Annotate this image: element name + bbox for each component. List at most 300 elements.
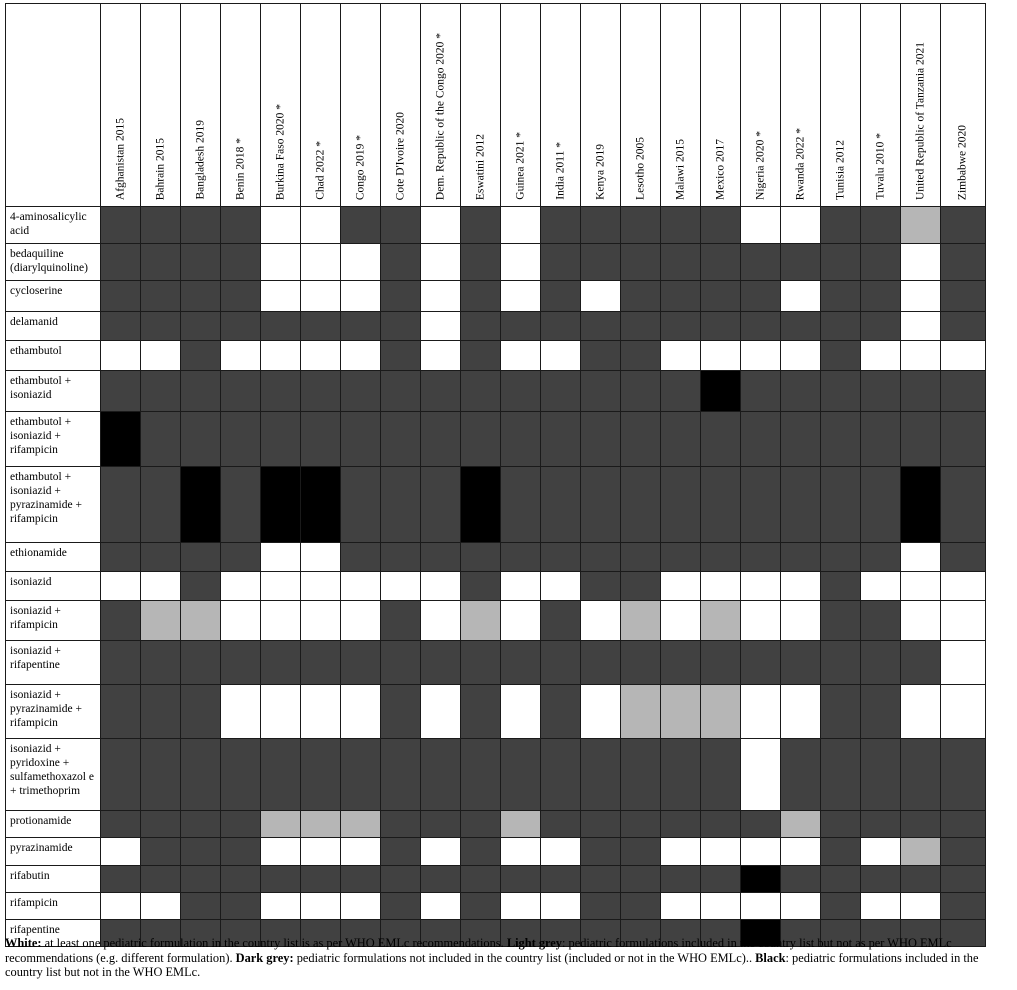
status-cell — [741, 838, 781, 866]
legend-black-text: : pediatric formulations included in the country list but not in the WHO EMLc. — [5, 950, 979, 979]
country-label: Eswatini 2012 — [473, 133, 486, 200]
status-cell — [381, 244, 421, 281]
status-cell — [421, 281, 461, 312]
status-cell — [261, 641, 301, 685]
status-cell — [261, 244, 301, 281]
table-row — [6, 412, 986, 467]
status-cell — [101, 641, 141, 685]
status-cell — [741, 412, 781, 467]
status-cell — [541, 641, 581, 685]
status-cell — [861, 811, 901, 838]
status-cell — [541, 739, 581, 811]
status-cell — [341, 281, 381, 312]
status-cell — [701, 641, 741, 685]
status-cell — [381, 371, 421, 412]
status-cell — [581, 838, 621, 866]
status-cell — [661, 739, 701, 811]
status-cell — [221, 543, 261, 572]
status-cell — [181, 207, 221, 244]
status-cell — [781, 412, 821, 467]
status-cell — [221, 312, 261, 341]
status-cell — [661, 811, 701, 838]
status-cell — [661, 244, 701, 281]
status-cell — [821, 341, 861, 371]
status-cell — [301, 312, 341, 341]
status-cell — [181, 543, 221, 572]
status-cell — [181, 811, 221, 838]
status-cell — [541, 572, 581, 601]
status-cell — [261, 811, 301, 838]
status-cell — [861, 866, 901, 893]
status-cell — [181, 601, 221, 641]
status-cell — [261, 685, 301, 739]
country-label: Nigeria 2020 * — [753, 131, 766, 200]
status-cell — [141, 866, 181, 893]
country-label: Lesotho 2005 — [633, 137, 646, 200]
status-cell — [141, 893, 181, 920]
status-cell — [581, 244, 621, 281]
medicine-label: ethambutol — [6, 341, 101, 371]
status-cell — [501, 572, 541, 601]
status-cell — [501, 244, 541, 281]
column-header — [461, 4, 501, 207]
status-cell — [301, 467, 341, 543]
status-cell — [341, 811, 381, 838]
status-cell — [461, 893, 501, 920]
status-cell — [341, 893, 381, 920]
status-cell — [381, 866, 421, 893]
column-header — [301, 4, 341, 207]
status-cell — [741, 572, 781, 601]
column-header — [861, 4, 901, 207]
status-cell — [181, 572, 221, 601]
status-cell — [421, 371, 461, 412]
legend — [5, 936, 1013, 980]
status-cell — [621, 866, 661, 893]
status-cell — [381, 543, 421, 572]
status-cell — [261, 838, 301, 866]
status-cell — [461, 685, 501, 739]
table-row — [6, 838, 986, 866]
status-cell — [621, 341, 661, 371]
status-cell — [421, 601, 461, 641]
status-cell — [341, 244, 381, 281]
status-cell — [261, 467, 301, 543]
column-header — [701, 4, 741, 207]
status-cell — [541, 281, 581, 312]
status-cell — [181, 739, 221, 811]
status-cell — [101, 685, 141, 739]
legend-white-label: White: — [5, 936, 42, 950]
status-cell — [781, 601, 821, 641]
status-cell — [741, 543, 781, 572]
legend-lightgrey-text: : pediatric formulations included in the country list but not as per WHO EMLc recommendations (e.g. different formulation). — [5, 936, 952, 965]
status-cell — [461, 244, 501, 281]
status-cell — [261, 371, 301, 412]
medicine-label: ethambutol + isoniazid — [6, 371, 101, 412]
status-cell — [221, 811, 261, 838]
status-cell — [421, 312, 461, 341]
status-cell — [941, 572, 986, 601]
status-cell — [301, 341, 341, 371]
status-cell — [101, 543, 141, 572]
status-cell — [901, 893, 941, 920]
status-cell — [181, 244, 221, 281]
status-cell — [501, 543, 541, 572]
status-cell — [861, 371, 901, 412]
status-cell — [301, 412, 341, 467]
table-row — [6, 543, 986, 572]
status-cell — [501, 641, 541, 685]
status-cell — [101, 572, 141, 601]
availability-table — [5, 3, 986, 947]
status-cell — [821, 312, 861, 341]
status-cell — [861, 685, 901, 739]
status-cell — [661, 685, 701, 739]
status-cell — [941, 685, 986, 739]
status-cell — [221, 412, 261, 467]
status-cell — [861, 838, 901, 866]
status-cell — [861, 312, 901, 341]
status-cell — [861, 893, 901, 920]
status-cell — [701, 244, 741, 281]
status-cell — [341, 207, 381, 244]
medicine-label: cycloserine — [6, 281, 101, 312]
status-cell — [661, 572, 701, 601]
status-cell — [141, 312, 181, 341]
medicine-label: bedaquiline (diarylquinoline) — [6, 244, 101, 281]
status-cell — [821, 281, 861, 312]
status-cell — [781, 244, 821, 281]
table-row — [6, 312, 986, 341]
status-cell — [301, 685, 341, 739]
legend-white-text: at least one pediatric formulation in the country list is as per WHO EMLc recommendations. — [41, 936, 507, 950]
medicine-label: isoniazid + rifapentine — [6, 641, 101, 685]
country-label: Chad 2022 * — [313, 141, 326, 200]
status-cell — [141, 371, 181, 412]
status-cell — [341, 467, 381, 543]
legend-darkgrey-text: pediatric formulations not included in the country list (included or not in the WHO EMLc).. — [293, 950, 756, 965]
status-cell — [821, 467, 861, 543]
status-cell — [901, 467, 941, 543]
status-cell — [901, 866, 941, 893]
status-cell — [301, 893, 341, 920]
table-row — [6, 341, 986, 371]
country-label: Bangladesh 2019 — [193, 120, 206, 200]
status-cell — [821, 412, 861, 467]
status-cell — [701, 601, 741, 641]
column-header — [501, 4, 541, 207]
table-row — [6, 866, 986, 893]
status-cell — [781, 207, 821, 244]
status-cell — [781, 838, 821, 866]
status-cell — [621, 312, 661, 341]
country-label: Kenya 2019 — [593, 144, 606, 200]
status-cell — [901, 244, 941, 281]
status-cell — [501, 281, 541, 312]
status-cell — [381, 685, 421, 739]
status-cell — [101, 244, 141, 281]
status-cell — [781, 371, 821, 412]
status-cell — [821, 244, 861, 281]
status-cell — [461, 207, 501, 244]
column-header — [381, 4, 421, 207]
status-cell — [461, 341, 501, 371]
medicine-label: ethionamide — [6, 543, 101, 572]
status-cell — [501, 467, 541, 543]
status-cell — [701, 739, 741, 811]
status-cell — [701, 866, 741, 893]
status-cell — [341, 341, 381, 371]
status-cell — [901, 685, 941, 739]
status-cell — [381, 739, 421, 811]
status-cell — [101, 739, 141, 811]
status-cell — [501, 866, 541, 893]
table-row — [6, 572, 986, 601]
status-cell — [301, 866, 341, 893]
status-cell — [101, 207, 141, 244]
table-body — [6, 207, 986, 947]
status-cell — [421, 543, 461, 572]
status-cell — [581, 811, 621, 838]
status-cell — [701, 685, 741, 739]
status-cell — [701, 341, 741, 371]
status-cell — [501, 893, 541, 920]
status-cell — [381, 312, 421, 341]
status-cell — [461, 811, 501, 838]
status-cell — [221, 371, 261, 412]
status-cell — [181, 312, 221, 341]
status-cell — [941, 811, 986, 838]
medicine-label: 4-aminosalicylic acid — [6, 207, 101, 244]
status-cell — [421, 341, 461, 371]
status-cell — [221, 739, 261, 811]
status-cell — [181, 641, 221, 685]
status-cell — [741, 312, 781, 341]
status-cell — [381, 572, 421, 601]
status-cell — [381, 207, 421, 244]
column-header — [941, 4, 986, 207]
status-cell — [101, 371, 141, 412]
status-cell — [101, 601, 141, 641]
medicine-label: isoniazid + rifampicin — [6, 601, 101, 641]
country-label: Bahrain 2015 — [153, 137, 166, 200]
status-cell — [581, 207, 621, 244]
status-cell — [181, 341, 221, 371]
status-cell — [781, 739, 821, 811]
table-row — [6, 371, 986, 412]
status-cell — [141, 467, 181, 543]
status-cell — [421, 838, 461, 866]
status-cell — [101, 838, 141, 866]
status-cell — [901, 739, 941, 811]
status-cell — [581, 685, 621, 739]
medicine-label: isoniazid + pyridoxine + sulfamethoxazol e + trimethoprim — [6, 739, 101, 811]
country-label: Congo 2019 * — [353, 134, 366, 200]
status-cell — [941, 207, 986, 244]
medicine-label: rifampicin — [6, 893, 101, 920]
status-cell — [781, 312, 821, 341]
status-cell — [461, 601, 501, 641]
status-cell — [221, 866, 261, 893]
status-cell — [661, 207, 701, 244]
table-row — [6, 811, 986, 838]
status-cell — [781, 341, 821, 371]
column-header — [341, 4, 381, 207]
country-label: Cote D'Ivoire 2020 — [393, 111, 406, 200]
status-cell — [141, 341, 181, 371]
status-cell — [501, 371, 541, 412]
status-cell — [901, 641, 941, 685]
status-cell — [181, 371, 221, 412]
status-cell — [741, 893, 781, 920]
status-cell — [581, 572, 621, 601]
status-cell — [621, 412, 661, 467]
status-cell — [301, 811, 341, 838]
status-cell — [821, 811, 861, 838]
status-cell — [381, 341, 421, 371]
status-cell — [941, 601, 986, 641]
status-cell — [541, 467, 581, 543]
column-header — [901, 4, 941, 207]
status-cell — [821, 601, 861, 641]
status-cell — [221, 641, 261, 685]
status-cell — [421, 739, 461, 811]
status-cell — [541, 207, 581, 244]
status-cell — [701, 281, 741, 312]
status-cell — [421, 244, 461, 281]
status-cell — [181, 281, 221, 312]
status-cell — [541, 244, 581, 281]
status-cell — [821, 207, 861, 244]
table-row — [6, 641, 986, 685]
status-cell — [381, 893, 421, 920]
table-row — [6, 739, 986, 811]
status-cell — [661, 601, 701, 641]
status-cell — [941, 341, 986, 371]
medicine-label: pyrazinamide — [6, 838, 101, 866]
column-header — [261, 4, 301, 207]
status-cell — [861, 641, 901, 685]
status-cell — [501, 312, 541, 341]
status-cell — [701, 412, 741, 467]
status-cell — [341, 543, 381, 572]
medicine-label: isoniazid — [6, 572, 101, 601]
medicine-label: protionamide — [6, 811, 101, 838]
status-cell — [621, 244, 661, 281]
status-cell — [661, 412, 701, 467]
status-cell — [501, 838, 541, 866]
status-cell — [701, 811, 741, 838]
table-row — [6, 281, 986, 312]
status-cell — [381, 601, 421, 641]
status-cell — [461, 467, 501, 543]
status-cell — [901, 207, 941, 244]
medicine-label: ethambutol + isoniazid + rifampicin — [6, 412, 101, 467]
status-cell — [181, 412, 221, 467]
country-label: United Republic of Tanzania 2021 — [913, 41, 926, 200]
column-header — [141, 4, 181, 207]
status-cell — [901, 412, 941, 467]
status-cell — [101, 893, 141, 920]
status-cell — [861, 412, 901, 467]
column-header — [541, 4, 581, 207]
status-cell — [621, 739, 661, 811]
status-cell — [341, 685, 381, 739]
status-cell — [501, 412, 541, 467]
status-cell — [741, 685, 781, 739]
table-row — [6, 244, 986, 281]
status-cell — [581, 341, 621, 371]
status-cell — [661, 641, 701, 685]
status-cell — [301, 281, 341, 312]
status-cell — [821, 866, 861, 893]
status-cell — [861, 341, 901, 371]
status-cell — [741, 371, 781, 412]
country-label: Burkina Faso 2020 * — [273, 103, 286, 200]
status-cell — [701, 371, 741, 412]
status-cell — [621, 685, 661, 739]
status-cell — [781, 281, 821, 312]
status-cell — [621, 371, 661, 412]
legend-black-label: Black — [755, 950, 786, 965]
status-cell — [621, 281, 661, 312]
status-cell — [461, 838, 501, 866]
status-cell — [421, 893, 461, 920]
status-cell — [661, 467, 701, 543]
status-cell — [701, 312, 741, 341]
status-cell — [861, 467, 901, 543]
status-cell — [301, 838, 341, 866]
status-cell — [261, 601, 301, 641]
status-cell — [581, 412, 621, 467]
status-cell — [821, 543, 861, 572]
country-label: Benin 2018 * — [233, 138, 246, 200]
column-header — [661, 4, 701, 207]
status-cell — [221, 244, 261, 281]
status-cell — [781, 641, 821, 685]
status-cell — [941, 866, 986, 893]
status-cell — [221, 281, 261, 312]
status-cell — [821, 685, 861, 739]
column-header — [581, 4, 621, 207]
status-cell — [701, 893, 741, 920]
status-cell — [541, 601, 581, 641]
status-cell — [581, 543, 621, 572]
status-cell — [421, 207, 461, 244]
status-cell — [501, 811, 541, 838]
status-cell — [181, 467, 221, 543]
status-cell — [381, 281, 421, 312]
status-cell — [741, 866, 781, 893]
status-cell — [901, 371, 941, 412]
status-cell — [461, 641, 501, 685]
column-header — [101, 4, 141, 207]
status-cell — [461, 866, 501, 893]
status-cell — [621, 893, 661, 920]
column-header — [781, 4, 821, 207]
status-cell — [261, 207, 301, 244]
status-cell — [421, 412, 461, 467]
status-cell — [781, 572, 821, 601]
status-cell — [661, 893, 701, 920]
status-cell — [781, 685, 821, 739]
status-cell — [821, 739, 861, 811]
status-cell — [661, 371, 701, 412]
header-row — [6, 4, 986, 207]
status-cell — [941, 281, 986, 312]
status-cell — [741, 244, 781, 281]
